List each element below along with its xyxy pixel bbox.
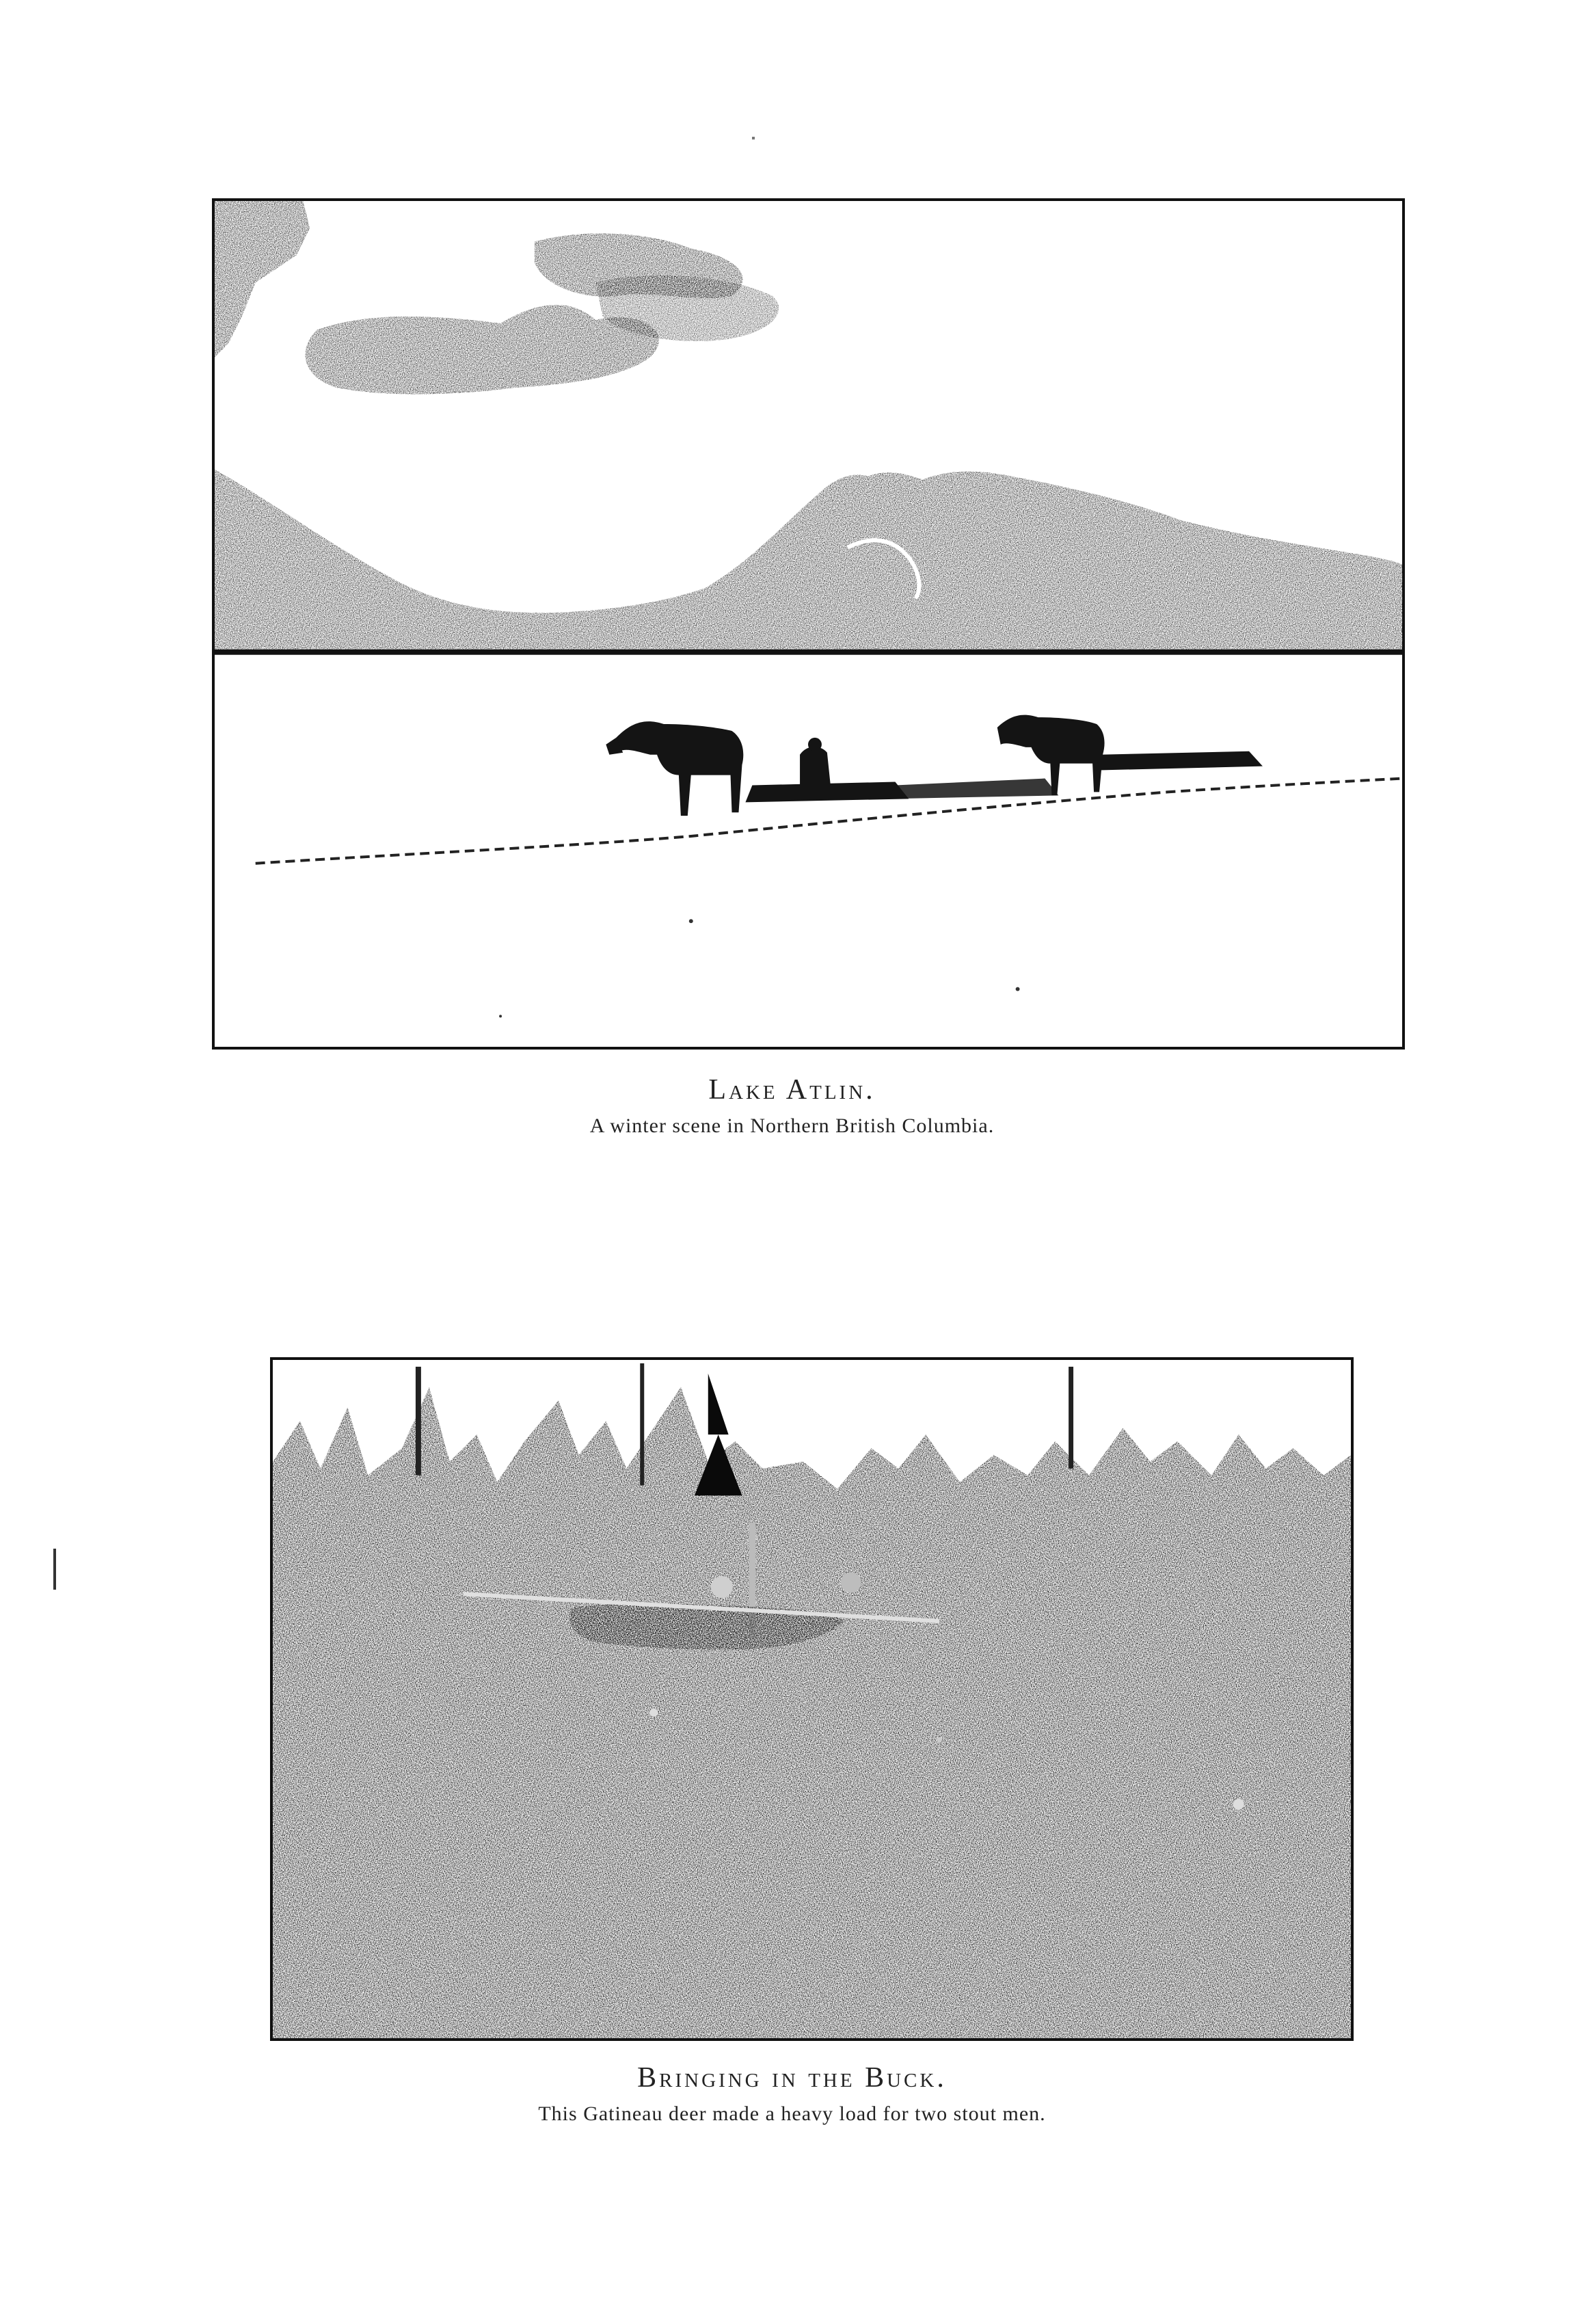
photo-lake-atlin (212, 198, 1405, 1050)
photo-bringing-in-the-buck-image (273, 1360, 1351, 2038)
margin-mark (53, 1549, 56, 1590)
caption-subtitle-lake-atlin: A winter scene in Northern British Columbia. (589, 1114, 995, 1137)
caption-subtitle-bringing-in-the-buck: This Gatineau deer made a heavy load for two stout men. (538, 2102, 1046, 2125)
page-speck (752, 137, 755, 139)
photo-bringing-in-the-buck (270, 1357, 1354, 2041)
caption-title-bringing-in-the-buck: Bringing in the Buck. (637, 2062, 947, 2094)
photo-lake-atlin-image (215, 201, 1402, 1047)
caption-title-lake-atlin: Lake Atlin. (708, 1074, 876, 1106)
